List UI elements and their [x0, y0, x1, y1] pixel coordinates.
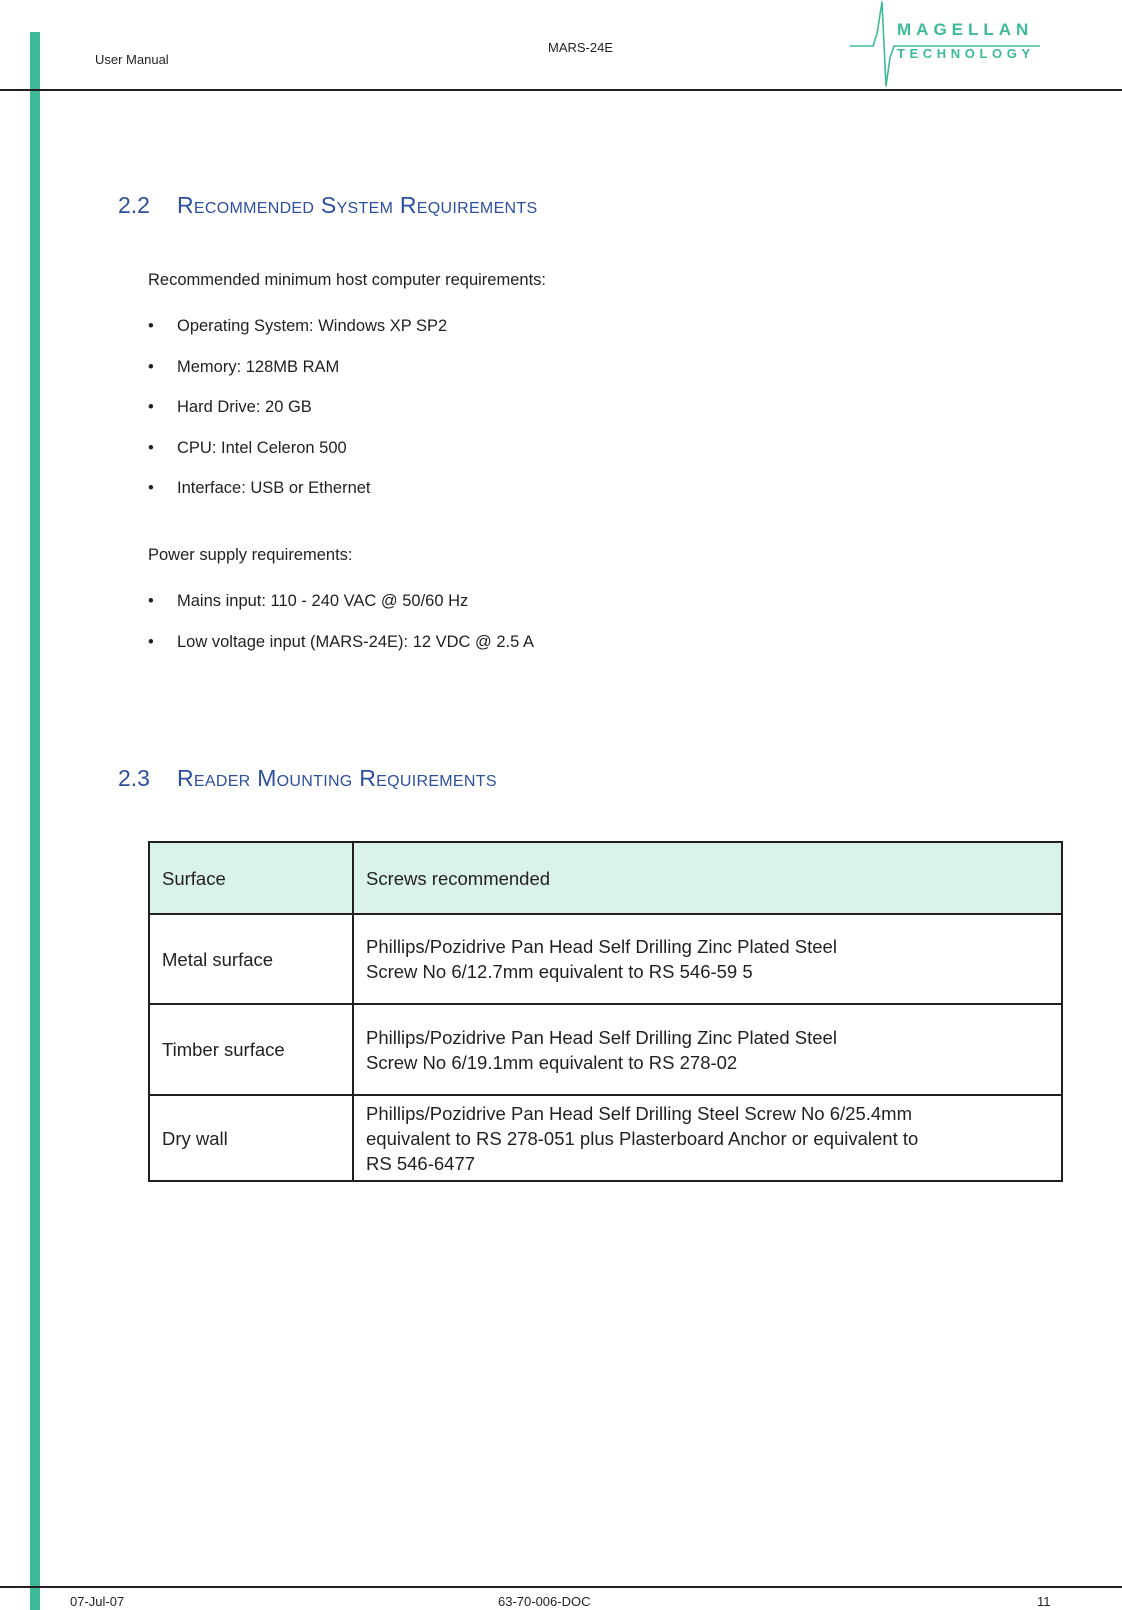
power-requirements-intro: Power supply requirements:: [148, 546, 353, 564]
bullet-icon: •: [148, 317, 154, 335]
list-item: • Operating System: Windows XP SP2: [148, 317, 448, 335]
section-number: 2.2: [118, 192, 150, 218]
footer-page-number: 11: [1037, 1594, 1051, 1609]
screws-cell: Phillips/Pozidrive Pan Head Self Drilling Zinc Plated Steel Screw No 6/19.1mm equivalent to RS 278-02: [353, 1004, 1062, 1095]
list-item: • CPU: Intel Celeron 500: [148, 438, 347, 457]
surface-cell: Dry wall: [149, 1095, 353, 1181]
header-product-name: MARS-24E: [548, 40, 614, 55]
section-number: 2.3: [118, 765, 150, 791]
list-item: • Mains input: 110 - 240 VAC @ 50/60 Hz: [148, 592, 469, 610]
table-header-cell: Screws recommended: [353, 842, 1062, 914]
table-row: [149, 914, 1062, 1004]
footer-doc-number: 63-70-006-DOC: [498, 1594, 591, 1609]
bullet-icon: •: [148, 398, 154, 416]
list-item: • Low voltage input (MARS-24E): 12 VDC @ 2.5 A: [148, 632, 534, 651]
magellan-logo: [850, 0, 1040, 90]
waveform-icon: [850, 0, 1040, 90]
table-header-cell: Surface: [149, 842, 353, 914]
screws-cell: Phillips/Pozidrive Pan Head Self Drilling Zinc Plated Steel Screw No 6/12.7mm equivalent to RS 546-59 5: [353, 914, 1062, 1004]
section-2-2-heading: [118, 192, 537, 219]
list-item: • Memory: 128MB RAM: [148, 357, 340, 376]
table-row: [149, 1004, 1062, 1095]
section-title: Recommended System Requirements: [177, 192, 538, 218]
footer-divider: [0, 1586, 1122, 1588]
section-title: Reader Mounting Requirements: [177, 765, 497, 791]
list-item: • Hard Drive: 20 GB: [148, 398, 312, 416]
list-item: • Interface: USB or Ethernet: [148, 479, 371, 497]
bullet-icon: •: [148, 479, 154, 497]
host-requirements-intro: Recommended minimum host computer requirements:: [148, 271, 546, 289]
screws-cell: Phillips/Pozidrive Pan Head Self Drilling Steel Screw No 6/25.4mm equivalent to RS 278-051 plus Plasterboard Anchor or equivalent to RS 546-6477: [353, 1095, 1062, 1181]
host-requirements-list: [148, 316, 447, 519]
section-2-3-heading: [118, 765, 497, 792]
mounting-requirements-table: [148, 841, 1063, 1182]
power-requirements-list: [148, 591, 534, 672]
bullet-icon: •: [148, 632, 154, 651]
header-doc-type: User Manual: [95, 52, 169, 67]
table-header-row: [149, 842, 1062, 914]
table-row: [149, 1095, 1062, 1181]
side-accent-bar: [30, 32, 40, 1610]
surface-cell: Metal surface: [149, 914, 353, 1004]
bullet-icon: •: [148, 357, 154, 376]
footer-date: 07-Jul-07: [70, 1594, 125, 1609]
surface-cell: Timber surface: [149, 1004, 353, 1095]
bullet-icon: •: [148, 438, 154, 457]
bullet-icon: •: [148, 592, 154, 610]
header-divider: [0, 89, 1122, 91]
logo-wordmark: MAGELLAN: [897, 20, 1034, 39]
logo-subtitle: TECHNOLOGY: [897, 46, 1035, 61]
